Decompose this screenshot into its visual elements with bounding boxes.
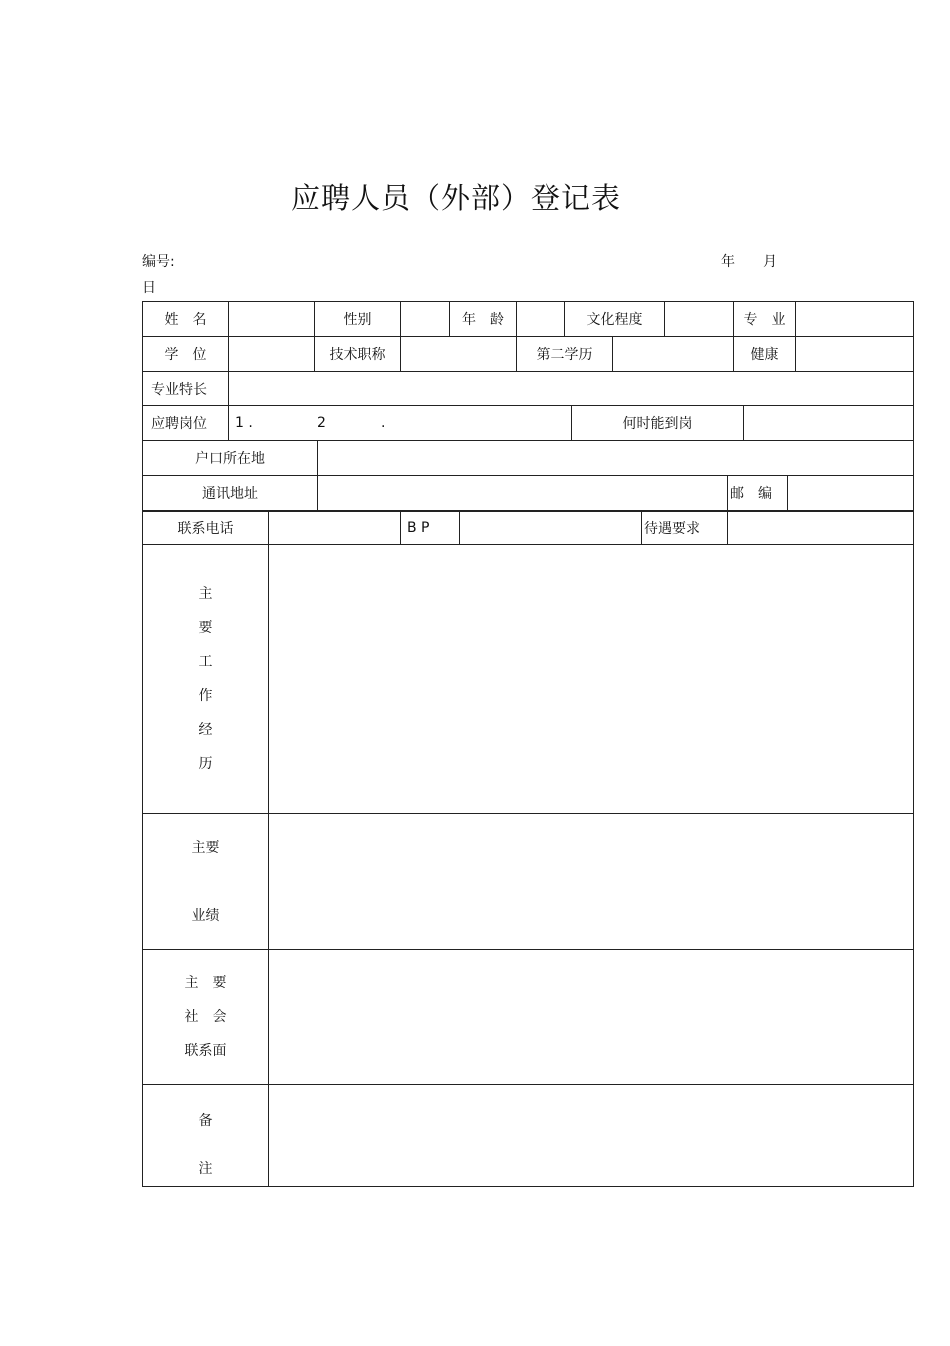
remarks-field[interactable] — [268, 1084, 914, 1187]
hukou-label: 户口所在地 — [142, 440, 318, 476]
salary-field[interactable] — [727, 510, 914, 545]
year-label: 年 — [721, 254, 735, 270]
month-label: 月 — [763, 254, 777, 270]
work-history-label — [142, 544, 269, 814]
work-history-char: 历 — [198, 756, 213, 772]
work-history-char: 作 — [198, 688, 213, 704]
age-label: 年 龄 — [449, 301, 517, 337]
hukou-field[interactable] — [317, 440, 914, 476]
work-history-char: 经 — [198, 722, 213, 738]
achievements-field[interactable] — [268, 813, 914, 950]
work-history-char: 主 — [198, 586, 213, 602]
social-text: 联系面 — [184, 1043, 227, 1059]
tech-title-label: 技术职称 — [314, 336, 401, 372]
postcode-label: 邮 编 — [727, 475, 788, 511]
major-label: 专 业 — [733, 301, 796, 337]
address-label: 通讯地址 — [142, 475, 318, 511]
salary-label: 待遇要求 — [641, 510, 728, 545]
remarks-char: 注 — [198, 1160, 213, 1177]
remarks-char: 备 — [198, 1112, 213, 1129]
education-label: 文化程度 — [564, 301, 665, 337]
bp-label: B P — [400, 510, 460, 545]
gender-field[interactable] — [400, 301, 450, 337]
social-field[interactable] — [268, 949, 914, 1085]
day-label: 日 — [142, 280, 156, 296]
specialty-label: 专业特长 — [142, 371, 229, 406]
page-title: 应聘人员（外部）登记表 — [290, 181, 621, 215]
degree-field[interactable] — [228, 336, 315, 372]
education-field[interactable] — [664, 301, 734, 337]
postcode-field[interactable] — [787, 475, 914, 511]
position-label: 应聘岗位 — [142, 405, 229, 441]
achievements-text: 业绩 — [191, 907, 220, 924]
achievements-label — [142, 813, 269, 950]
name-label: 姓 名 — [142, 301, 229, 337]
age-field[interactable] — [516, 301, 565, 337]
position-choice-dot: . — [381, 415, 386, 431]
health-label: 健康 — [733, 336, 796, 372]
position-choice-2: 2 — [317, 415, 326, 431]
phone-field[interactable] — [268, 510, 401, 545]
available-date-label: 何时能到岗 — [571, 405, 744, 441]
position-field[interactable] — [228, 405, 572, 441]
social-text: 主 要 — [184, 975, 227, 991]
tech-title-field[interactable] — [400, 336, 517, 372]
available-date-field[interactable] — [743, 405, 914, 441]
work-history-char: 工 — [198, 654, 213, 670]
address-field[interactable] — [317, 475, 728, 511]
social-label — [142, 949, 269, 1085]
degree-label: 学 位 — [142, 336, 229, 372]
social-text: 社 会 — [184, 1009, 227, 1025]
name-field[interactable] — [228, 301, 315, 337]
second-degree-field[interactable] — [612, 336, 734, 372]
phone-label: 联系电话 — [142, 510, 269, 545]
health-field[interactable] — [795, 336, 914, 372]
work-history-field[interactable] — [268, 544, 914, 814]
achievements-text: 主要 — [191, 839, 220, 856]
major-field[interactable] — [795, 301, 914, 337]
gender-label: 性别 — [314, 301, 401, 337]
second-degree-label: 第二学历 — [516, 336, 613, 372]
specialty-field[interactable] — [228, 371, 914, 406]
remarks-label — [142, 1084, 269, 1187]
work-history-char: 要 — [198, 620, 213, 636]
bp-field[interactable] — [459, 510, 642, 545]
serial-label: 编号: — [142, 254, 175, 270]
position-choice-1: 1 . — [235, 415, 253, 431]
